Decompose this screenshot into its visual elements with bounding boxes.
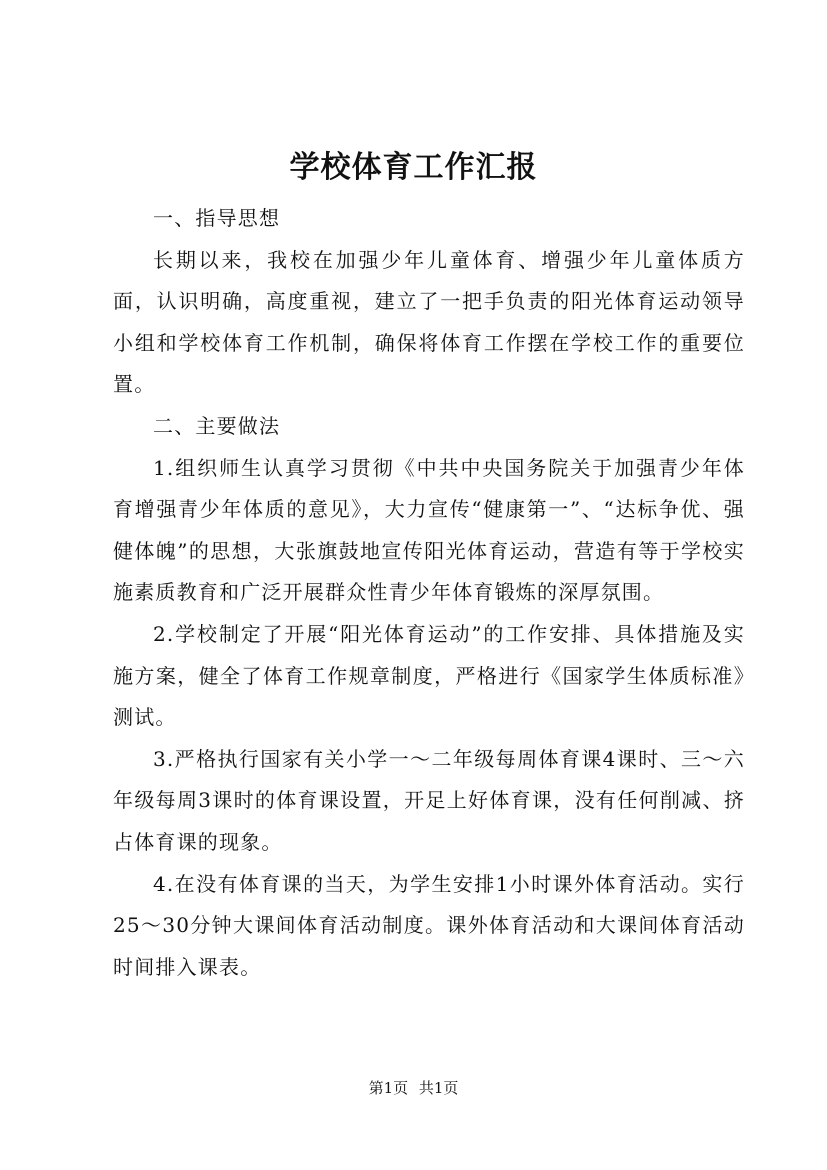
document-title: 学校体育工作汇报 (289, 150, 538, 185)
paragraph-practice-4: 4.在没有体育课的当天，为学生安排1小时课外体育活动。实行25～30分钟大课间体育活动制度。课外体育活动和大课间体育活动时间排入课表。 (113, 871, 745, 979)
page-footer (0, 1078, 827, 1098)
paragraph-practice-2: 2.学校制定了开展“阳光体育运动”的工作安排、具体措施及实施方案，健全了体育工作规章制度，严格进行《国家学生体质标准》测试。 (113, 621, 745, 730)
page-total: 共1页 (418, 1079, 459, 1097)
page-number: 第1页 (368, 1079, 409, 1097)
document-body (113, 198, 745, 988)
paragraph-practice-1: 1.组织师生认真学习贯彻《中共中央国务院关于加强青少年体育增强青少年体质的意见》，大力宣传“健康第一”、“达标争优、强健体魄”的思想，大张旗鼓地宣传阳光体育运动，营造有等于学校实施素质教育和广泛开展群众性青少年体育锻炼的深厚氛围。 (113, 455, 745, 605)
section-heading-main-practices: 二、主要做法 (153, 413, 281, 438)
paragraph-practice-3: 3.严格执行国家有关小学一～二年级每周体育课4课时、三～六年级每周3课时的体育课设置，开足上好体育课，没有任何削减、挤占体育课的现象。 (113, 746, 745, 854)
paragraph-overview: 长期以来，我校在加强少年儿童体育、增强少年儿童体质方面，认识明确，高度重视，建立了一把手负责的阳光体育运动领导小组和学校体育工作机制，确保将体育工作摆在学校工作的重要位置。 (113, 247, 745, 397)
section-heading-guiding-ideology: 一、指导思想 (153, 206, 281, 230)
